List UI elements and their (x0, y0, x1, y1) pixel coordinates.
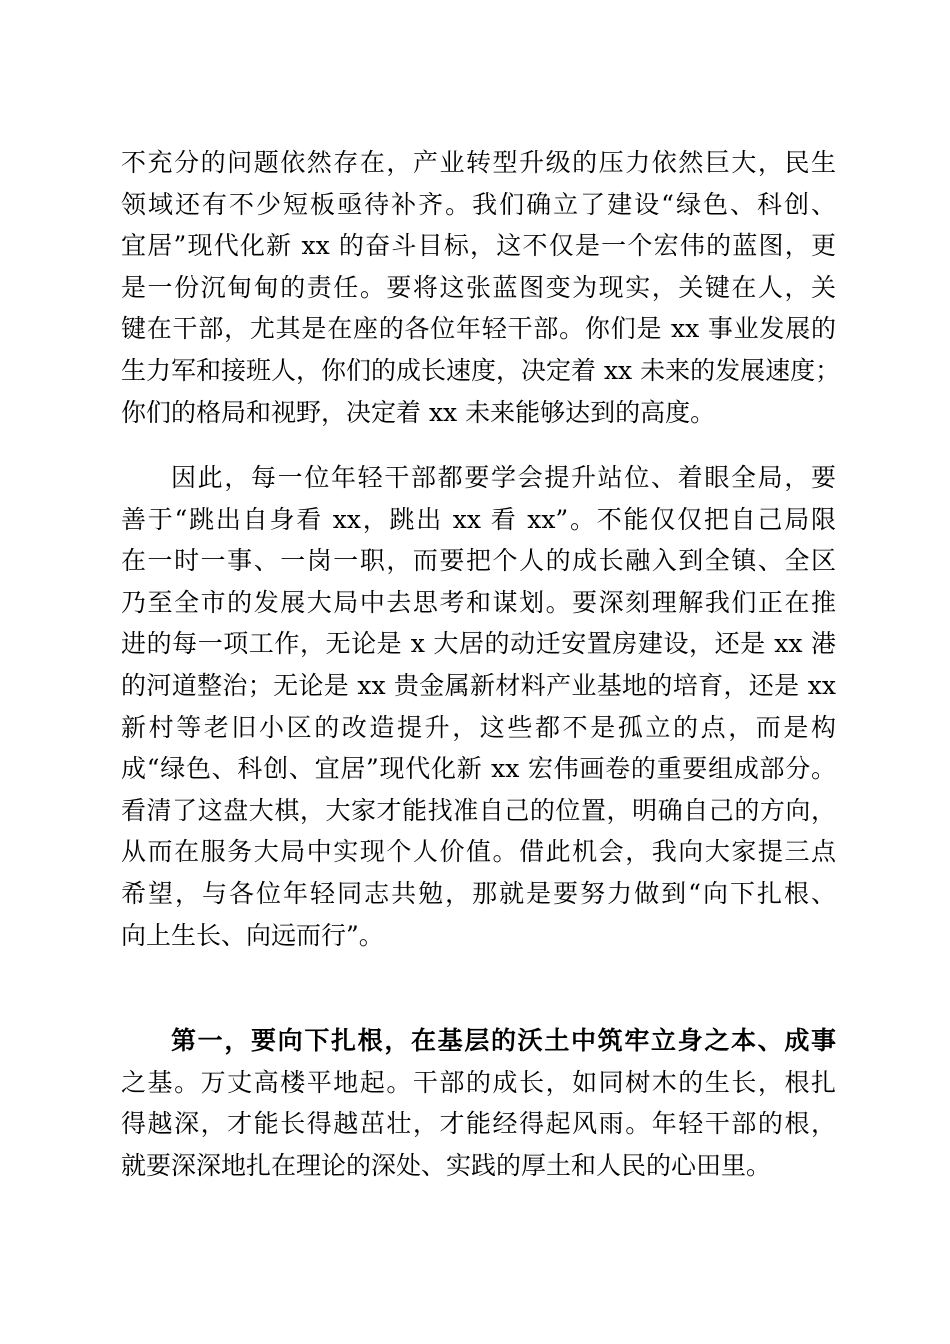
text-line: 是一份沉甸甸的责任。要将这张蓝图变为现实，关键在人，关 (121, 272, 836, 302)
paragraph-3 (121, 1020, 836, 1186)
text-line: 向上生长、向远而行”。 (121, 920, 384, 950)
text-line: 不充分的问题依然存在，产业转型升级的压力依然巨大，民生 (121, 148, 836, 177)
text-line: 在一时一事、一岗一职，而要把个人的成长融入到全镇、全区 (121, 546, 836, 576)
text-line-heading: 第一，要向下扎根，在基层的沃土中筑牢立身之本、成事 (171, 1026, 836, 1055)
paragraph-2 (121, 457, 836, 956)
text-line: 之基。万丈高楼平地起。干部的成长，如同树木的生长，根扎 (121, 1067, 836, 1097)
text-line: 乃至全市的发展大局中去思考和谋划。要深刻理解我们正在推 (121, 587, 836, 617)
text-line: 看清了这盘大棋，大家才能找准自己的位置，明确自己的方向， (121, 795, 836, 825)
paragraph-1 (121, 142, 841, 433)
text-line: 你们的格局和视野，决定着 xx 未来能够达到的高度。 (121, 397, 716, 427)
text-line: 进的每一项工作，无论是 x 大居的动迁安置房建设，还是 xx 港 (121, 629, 836, 659)
text-line: 从而在服务大局中实现个人价值。借此机会，我向大家提三点 (121, 837, 836, 867)
text-line: 因此，每一位年轻干部都要学会提升站位、着眼全局，要 (171, 463, 836, 492)
text-line: 善于“跳出自身看 xx，跳出 xx 看 xx”。不能仅仅把自己局限 (121, 504, 836, 534)
text-line: 新村等老旧小区的改造提升，这些都不是孤立的点，而是构 (121, 712, 836, 742)
text-line: 宜居”现代化新 xx 的奋斗目标，这不仅是一个宏伟的蓝图，更 (121, 231, 836, 261)
text-line: 的河道整治；无论是 xx 贵金属新材料产业基地的培育，还是 xx (121, 670, 836, 700)
text-line: 得越深，才能长得越茁壮，才能经得起风雨。年轻干部的根， (121, 1109, 836, 1139)
text-line: 生力军和接班人，你们的成长速度，决定着 xx 未来的发展速度； (121, 355, 841, 385)
text-line: 成“绿色、科创、宜居”现代化新 xx 宏伟画卷的重要组成部分。 (121, 754, 836, 784)
text-line: 希望，与各位年轻同志共勉，那就是要努力做到“向下扎根、 (121, 878, 836, 908)
text-line: 键在干部，尤其是在座的各位年轻干部。你们是 xx 事业发展的 (121, 314, 836, 344)
text-line: 领域还有不少短板亟待补齐。我们确立了建设“绿色、科创、 (121, 189, 836, 219)
text-line: 就要深深地扎在理论的深处、实践的厚土和人民的心田里。 (121, 1150, 772, 1180)
